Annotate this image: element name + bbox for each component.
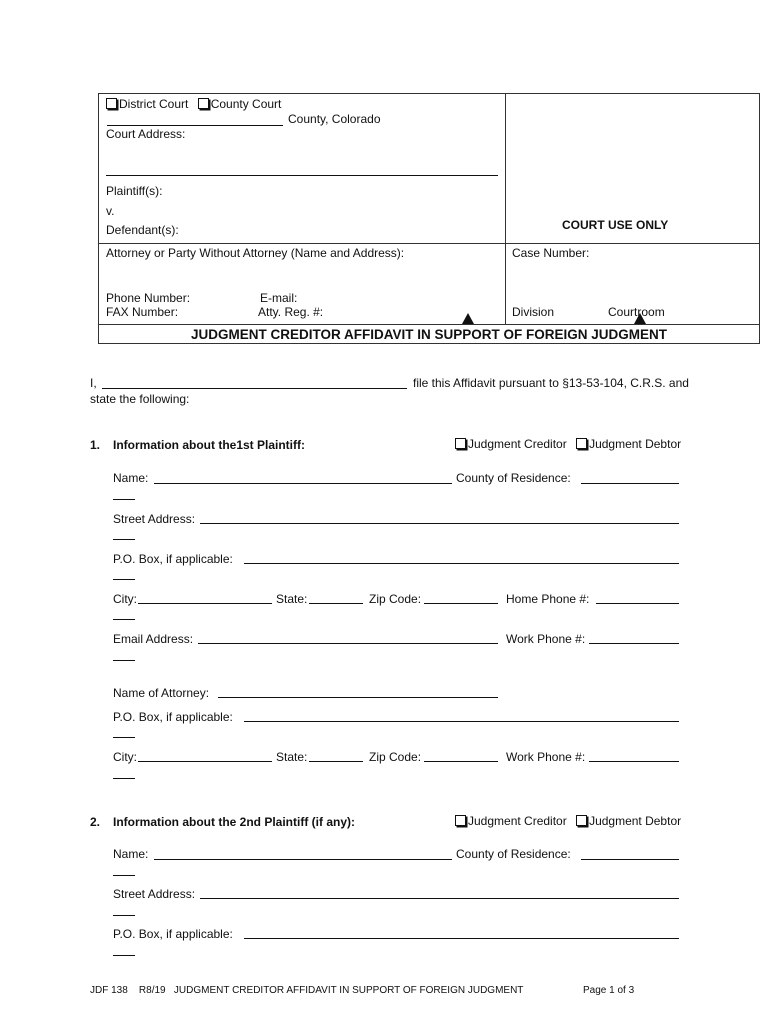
work-phone-label: Work Phone #: <box>506 632 586 646</box>
wrap-line <box>113 619 135 620</box>
wrap-line <box>113 737 135 738</box>
street-address-line[interactable] <box>200 898 679 899</box>
courtroom-label: Courtroom <box>608 305 665 319</box>
county-colorado-label: County, Colorado <box>288 112 381 126</box>
section1-role-row <box>455 437 681 451</box>
judgment-creditor-checkbox[interactable] <box>455 815 466 826</box>
state-line[interactable] <box>309 603 363 604</box>
county-court-label: County Court <box>210 97 282 111</box>
caption-divider <box>505 93 506 325</box>
attorney-state-line[interactable] <box>309 761 363 762</box>
footer-page-number: Page 1 of 3 <box>583 985 635 996</box>
section1-heading: Information about the1st Plaintiff: <box>113 438 305 452</box>
attorney-city-line[interactable] <box>138 761 272 762</box>
court-type-row <box>106 97 281 111</box>
attorney-zip-line[interactable] <box>424 761 498 762</box>
wrap-line <box>113 915 135 916</box>
attorney-name-line[interactable] <box>218 697 498 698</box>
judgment-debtor-label: Judgment Debtor <box>589 437 682 451</box>
name-field-line[interactable] <box>154 483 452 484</box>
street-address-label: Street Address: <box>113 887 196 901</box>
pobox-label: P.O. Box, if applicable: <box>113 552 233 566</box>
street-address-label: Street Address: <box>113 512 196 526</box>
wrap-line <box>113 539 135 540</box>
zip-code-line[interactable] <box>424 603 498 604</box>
pobox-line[interactable] <box>244 938 679 939</box>
wrap-line <box>113 778 135 779</box>
attorney-label: Attorney or Party Without Attorney (Name and Address): <box>106 246 405 260</box>
caption-row-line <box>98 243 760 244</box>
phone-number-label: Phone Number: <box>106 291 191 305</box>
wrap-line <box>113 660 135 661</box>
document-title: JUDGMENT CREDITOR AFFIDAVIT IN SUPPORT OF FOREIGN JUDGMENT <box>190 327 667 342</box>
district-court-label: District Court <box>119 97 189 111</box>
judgment-debtor-checkbox[interactable] <box>576 815 587 826</box>
case-number-label: Case Number: <box>512 246 590 260</box>
county-residence-label: County of Residence: <box>456 471 571 485</box>
county-residence-line[interactable] <box>581 859 679 860</box>
intro-state-text: state the following: <box>90 392 190 406</box>
wrap-line <box>113 579 135 580</box>
judgment-creditor-label: Judgment Creditor <box>468 437 567 451</box>
attorney-zip-label: Zip Code: <box>369 750 422 764</box>
email-address-line[interactable] <box>198 643 498 644</box>
footer-form-id: JDF 138 R8/19 JUDGMENT CREDITOR AFFIDAVIT IN SUPPORT OF FOREIGN JUDGMENT <box>90 985 524 996</box>
intro-file-text: file this Affidavit pursuant to §13-53-104, C.R.S. and <box>413 376 689 390</box>
district-court-checkbox[interactable] <box>106 98 117 109</box>
wrap-line <box>113 955 135 956</box>
section2-heading: Information about the 2nd Plaintiff (if any): <box>113 815 355 829</box>
county-name-line[interactable] <box>107 125 283 126</box>
pobox-line[interactable] <box>244 563 679 564</box>
name-field-line[interactable] <box>154 859 452 860</box>
court-address-label: Court Address: <box>106 127 186 141</box>
triangle-marker-icon <box>634 313 646 324</box>
name-label: Name: <box>113 471 149 485</box>
intro-i-label: I, <box>90 376 97 390</box>
home-phone-line[interactable] <box>596 603 679 604</box>
title-row-line <box>98 324 760 325</box>
attorney-work-phone-line[interactable] <box>589 761 679 762</box>
wrap-line <box>113 875 135 876</box>
judgment-debtor-checkbox[interactable] <box>576 438 587 449</box>
zip-code-label: Zip Code: <box>369 592 422 606</box>
defendants-label: Defendant(s): <box>106 223 179 237</box>
county-residence-label: County of Residence: <box>456 847 571 861</box>
triangle-marker-icon <box>462 313 474 324</box>
plaintiffs-label: Plaintiff(s): <box>106 184 163 198</box>
county-court-checkbox[interactable] <box>198 98 209 109</box>
section2-role-row <box>455 814 681 828</box>
atty-reg-label: Atty. Reg. #: <box>258 305 324 319</box>
attorney-city-label: City: <box>113 750 137 764</box>
name-label: Name: <box>113 847 149 861</box>
attorney-state-label: State: <box>276 750 308 764</box>
court-use-only-label: COURT USE ONLY <box>562 218 669 232</box>
attorney-name-label: Name of Attorney: <box>113 686 210 700</box>
city-label: City: <box>113 592 137 606</box>
attorney-work-phone-label: Work Phone #: <box>506 750 586 764</box>
county-residence-line[interactable] <box>581 483 679 484</box>
email-label: E-mail: <box>260 291 298 305</box>
section1-number: 1. <box>90 438 101 452</box>
judgment-creditor-checkbox[interactable] <box>455 438 466 449</box>
fax-number-label: FAX Number: <box>106 305 179 319</box>
attorney-pobox-label: P.O. Box, if applicable: <box>113 710 233 724</box>
judgment-debtor-label: Judgment Debtor <box>589 814 682 828</box>
home-phone-label: Home Phone #: <box>506 592 590 606</box>
wrap-line <box>113 499 135 500</box>
email-address-label: Email Address: <box>113 632 194 646</box>
pobox-label: P.O. Box, if applicable: <box>113 927 233 941</box>
affiant-name-line[interactable] <box>102 388 407 389</box>
attorney-pobox-line[interactable] <box>244 721 679 722</box>
street-address-line[interactable] <box>200 523 679 524</box>
division-label: Division <box>512 305 555 319</box>
section2-number: 2. <box>90 815 101 829</box>
court-address-line[interactable] <box>106 175 498 176</box>
work-phone-line[interactable] <box>589 643 679 644</box>
judgment-creditor-label: Judgment Creditor <box>468 814 567 828</box>
state-label: State: <box>276 592 308 606</box>
versus-label: v. <box>106 204 115 218</box>
city-line[interactable] <box>138 603 272 604</box>
